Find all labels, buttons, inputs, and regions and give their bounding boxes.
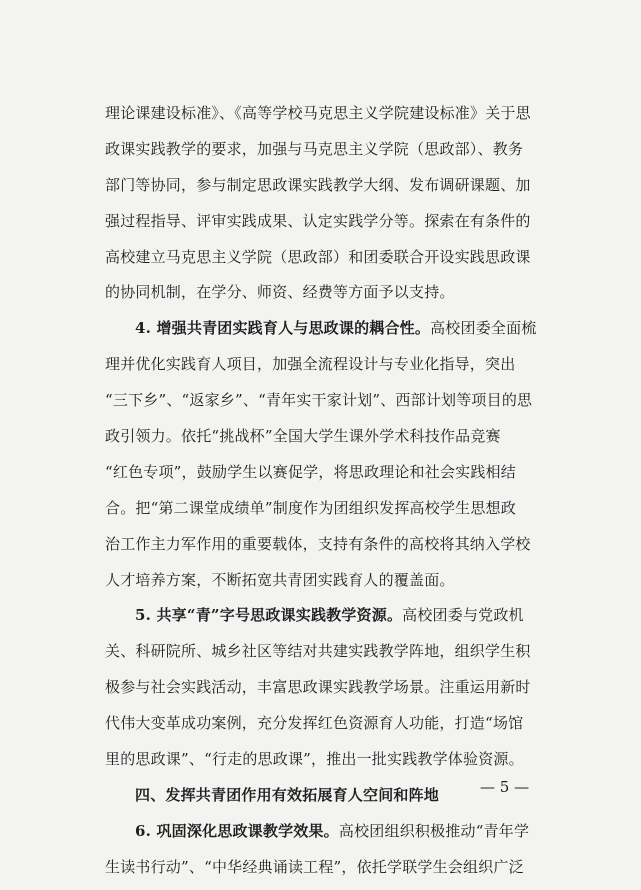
text-line (105, 495, 545, 521)
line-text: 代伟大变革成功案例，充分发挥红色资源育人功能，打造“场馆 (105, 714, 524, 733)
line-text: “三下乡”、“返家乡”、“青年实干家计划”、西部计划等项目的思 (105, 391, 533, 410)
line-text: 高校团委与党政机 (402, 606, 524, 625)
text-line (105, 351, 545, 377)
text-line (105, 100, 545, 126)
paragraph-lead: 6. 巩固深化思政课教学效果。 (135, 821, 339, 840)
text-line (105, 208, 545, 234)
text-line (105, 567, 545, 593)
section-heading (105, 782, 545, 808)
text-line (105, 710, 545, 736)
line-text: 人才培养方案，不断拓宽共青团实践育人的覆盖面。 (105, 570, 455, 589)
line-text: 政课实践教学的要求，加强与马克思主义学院（思政部）、教务 (105, 139, 524, 158)
page-number: — 5 — (480, 778, 530, 796)
line-text: “红色专项”，鼓励学生以赛促学，将思政理论和社会实践相结 (105, 462, 516, 481)
text-line (105, 638, 545, 664)
line-text: 里的思政课”、“行走的思政课”，推出一批实践教学体验资源。 (105, 750, 524, 769)
line-text: 强过程指导、评审实践成果、认定实践学分等。探索在有条件的 (105, 211, 531, 230)
paragraph-lead: 5. 共享“青”字号思政课实践教学资源。 (135, 606, 403, 625)
text-line (105, 459, 545, 485)
text-line (105, 818, 545, 844)
heading-text: 四、发挥共青团作用有效拓展育人空间和阵地 (135, 785, 440, 804)
line-text: 政引领力。依托“挑战杯”全国大学生课外学术科技作品竞赛 (105, 427, 501, 446)
line-text: 高校建立马克思主义学院（思政部）和团委联合开设实践思政课 (105, 247, 531, 266)
line-text: 理论课建设标准》、《高等学校马克思主义学院建设标准》关于思 (105, 104, 531, 122)
line-text: 的协同机制，在学分、师资、经费等方面予以支持。 (105, 283, 455, 302)
text-line (105, 746, 545, 772)
text-line (105, 244, 545, 270)
text-line (105, 387, 545, 413)
text-line (105, 315, 545, 341)
line-text: 生读书行动”、“中华经典诵读工程”，依托学联学生会组织广泛 (105, 857, 524, 876)
text-line (105, 674, 545, 700)
text-line (105, 136, 545, 162)
text-line (105, 531, 545, 557)
text-line (105, 423, 545, 449)
line-text: 理并优化实践育人项目，加强全流程设计与专业化指导，突出 (105, 355, 516, 374)
text-line (105, 172, 545, 198)
text-line (105, 279, 545, 305)
line-text: 关、科研院所、城乡社区等结对共建实践教学阵地，组织学生积 (105, 642, 531, 661)
text-line (105, 602, 545, 628)
line-text: 部门等协同，参与制定思政课实践教学大纲、发布调研课题、加 (105, 175, 531, 194)
paragraph-lead: 4. 增强共青团实践育人与思政课的耦合性。 (135, 319, 431, 338)
line-text: 高校团委全面梳 (430, 319, 537, 338)
document-body (105, 100, 545, 890)
line-text: 合。把“第二课堂成绩单”制度作为团组织发挥高校学生思想政 (105, 498, 516, 517)
line-text: 治工作主力军作用的重要载体，支持有条件的高校将其纳入学校 (105, 534, 531, 553)
line-text: 高校团组织积极推动“青年学 (338, 821, 530, 840)
text-line (105, 854, 545, 880)
line-text: 极参与社会实践活动，丰富思政课实践教学场景。注重运用新时 (105, 678, 531, 697)
